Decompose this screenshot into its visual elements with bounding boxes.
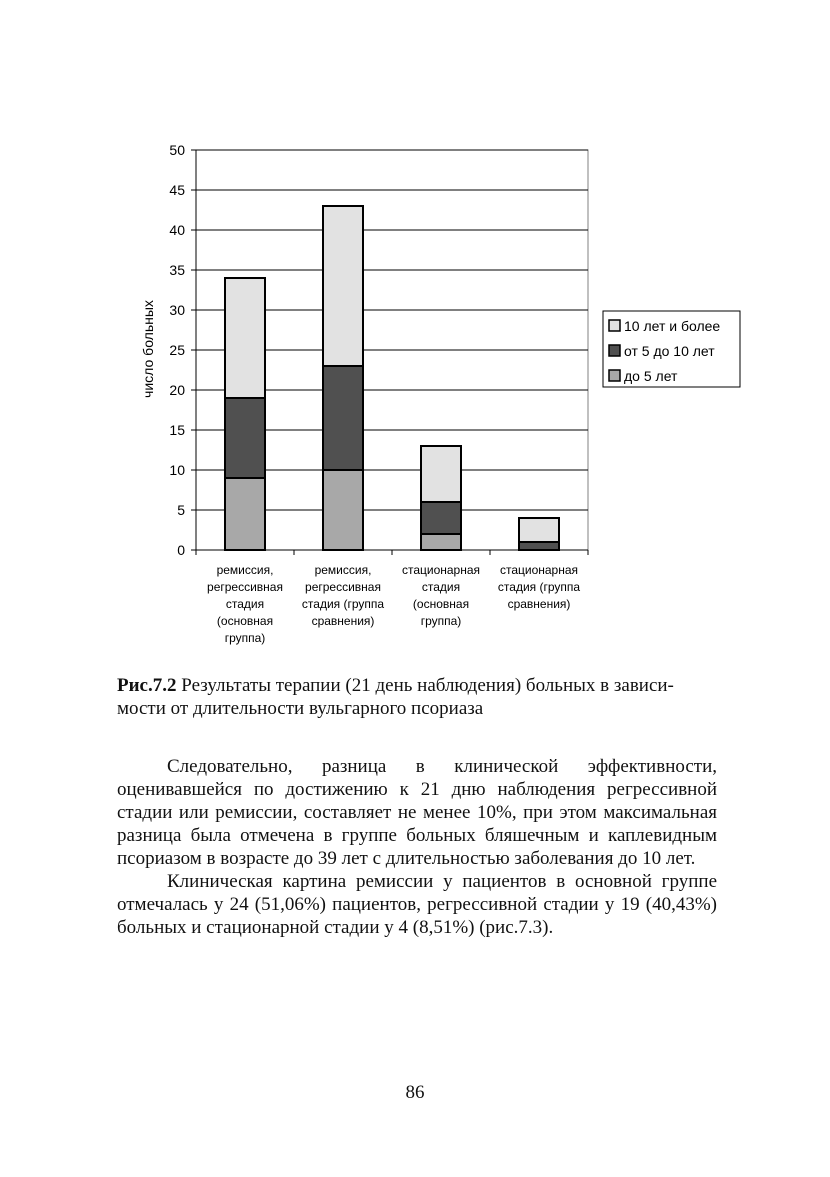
y-axis-label: число больных [140, 300, 156, 398]
y-tick-label: 35 [169, 262, 185, 278]
legend-label: от 5 до 10 лет [624, 343, 715, 359]
paragraph-2: Клиническая картина ремиссии у пациентов в основной группе отмечалась у 24 (51,06%) пациентов, регрессивной стадии у 19 (40,43%) больных и стационарной стадии у 4 (8,51%) (рис.7.3). [117, 871, 717, 938]
bar-segment [519, 518, 559, 542]
category-label: регрессивная [305, 580, 381, 594]
legend-swatch [609, 370, 620, 381]
category-label: группа) [224, 631, 266, 645]
category-label: стадия (группа [301, 597, 385, 611]
bar-segment [519, 542, 559, 550]
bar-segment [323, 366, 363, 470]
bar-segment [421, 502, 461, 534]
y-tick-label: 10 [169, 462, 185, 478]
y-tick-label: 5 [177, 502, 185, 518]
figure-caption [117, 674, 727, 720]
body-text [117, 755, 717, 939]
category-label: (основная [412, 597, 470, 611]
bar-segment [421, 534, 461, 550]
category-label: стадия [225, 597, 265, 611]
y-tick-label: 40 [169, 222, 185, 238]
legend-label: 10 лет и более [624, 318, 721, 334]
legend-swatch [609, 345, 620, 356]
paragraph-1: Следовательно, разница в клинической эффективности, оценивавшейся по достижению к 21 дню наблюдения регрессивной стадии или ремиссии, составляет не менее 10%, при этом максимальная разница была отмечена в группе больных бляшечным и каплевидным псориазом в возрасте до 39 лет с длительностью заболевания до 10 лет. [117, 756, 717, 869]
category-label: стационарная [401, 563, 481, 577]
bar-segment [225, 278, 265, 398]
category-label: стадия [421, 580, 461, 594]
category-label: ремиссия, [314, 563, 372, 577]
category-label: стационарная [499, 563, 579, 577]
caption-line-1: Результаты терапии (21 день наблюдения) больных в зависи- [176, 675, 674, 696]
page-number: 86 [405, 1082, 425, 1103]
y-tick-label: 20 [169, 382, 185, 398]
category-label: стадия (группа [497, 580, 581, 594]
bar-segment [323, 470, 363, 550]
bar-segment [225, 478, 265, 550]
caption-line-2: мости от длительности вульгарного псориаза [117, 698, 484, 719]
legend-label: до 5 лет [624, 368, 678, 384]
category-label: группа) [420, 614, 462, 628]
y-tick-label: 0 [177, 542, 185, 558]
category-label: регрессивная [207, 580, 283, 594]
y-tick-label: 25 [169, 342, 185, 358]
bar-segment [323, 206, 363, 366]
category-label: сравнения) [507, 597, 571, 611]
bar-segment [225, 398, 265, 478]
y-tick-label: 45 [169, 182, 185, 198]
category-label: ремиссия, [216, 563, 274, 577]
bar-segment [421, 446, 461, 502]
category-label: (основная [216, 614, 274, 628]
y-tick-label: 30 [169, 302, 185, 318]
legend-swatch [609, 320, 620, 331]
y-tick-label: 15 [169, 422, 185, 438]
category-label: сравнения) [311, 614, 375, 628]
caption-label: Рис.7.2 [117, 675, 177, 696]
y-tick-label: 50 [169, 142, 185, 158]
